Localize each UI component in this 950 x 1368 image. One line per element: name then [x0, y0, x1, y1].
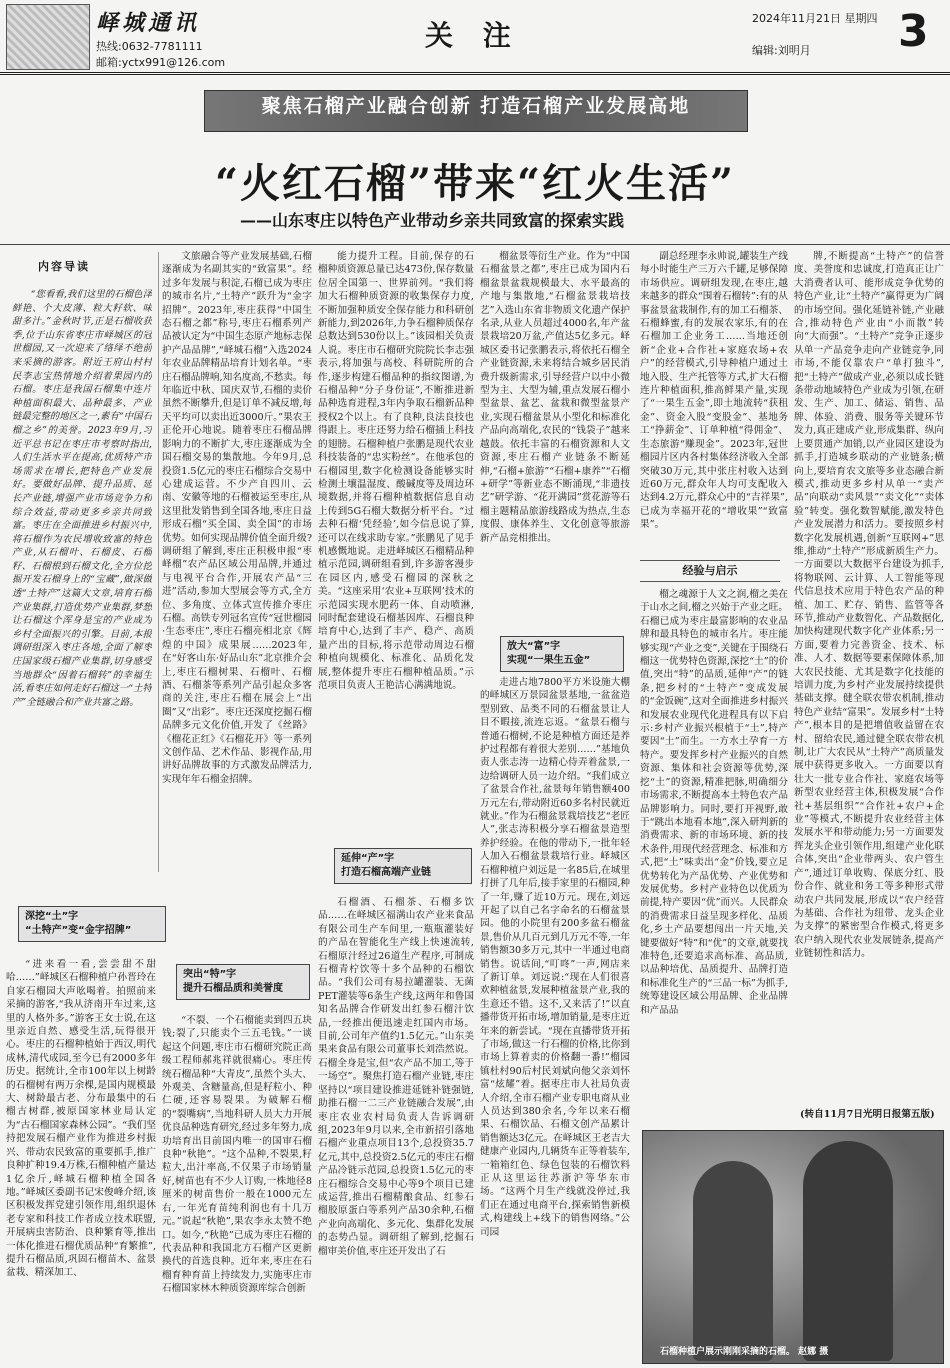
column-1b: “进来看一看,尝尝甜不甜哈……”峄城区石榴种植户孙晋玲在自家石榴园大声吆喝着。拍照前来采摘的游客,“我从济南开车过来,这里的人格外多。”游客王女士说,在这里亲近自然、感受生活,玩得很开心。枣庄的石榴种植始于西汉,明代成林,清代成园,至今已有2000多年历史。据统计,全市100年以上树龄的石榴树有两万余棵,是国内规模最大、树龄最古老、分布最集中的石榴古树群,被原国家林业局认定为“古石榴国家森林公园”。“我们坚持把发展石榴产业作为推进乡村振兴、带动农民致富的重要抓手,推广良种扩种19.4万株,石榴种植产量达1亿余斤,峄城石榴种植全国各地。”峄城区委副书记宋俊峰介绍,该区积极发挥党建引领作用,组织退休老专家和科技工作者成立技术联盟,开展病虫害防治、良种繁育等,推出一体化推进石榴优质品种“育繁推”,提升石榴品质,巩固石榴苗木、盆景盆栽、精深加工、 [6, 959, 156, 1279]
content-guide [8, 252, 159, 872]
issue-date: 2024年11月21日 星期四 [752, 12, 878, 25]
section-box-2: 突出“特”字 提升石榴品质和美誉度 [176, 964, 310, 1000]
page-number: 3 [898, 6, 929, 57]
column-6: 牌,不断提高“土特产”的信誉度、美誉度和忠诚度,打造真正让广大消费者认可、能形成竞争优势的特色产业,让“土特产”赢得更为广阔的市场空间。强化延链补链,产业融合,推动特色产业由“小而散”转向“大而强”。“土特产”竞争正逐步从单一产品竞争走向产业链竞争,同市场,不能仅靠农户“单打独斗”,把“土特产”做成产业,必须以成长链条带动地域特色产业成为引领,在研发、生产、加工、储运、销售、品牌、体验、消费、服务等关键环节发力,真正建成产业,形成集群、纵向上要贯通产加销,以产业园区建设为抓手,打造城乡联动的产业链条;横向上,要培育农文旅等多业态融合新模式,推动更多乡村从单一“卖产品”向联动“卖风景”“卖文化”“卖体验”转变。强化数智赋能,激发特色产业发展潜力和活力。要按照乡村数字化发展机遇,创新“互联网+”思维,推动“土特产”形成新质生产力。一方面要以大数据平台建设为抓手,将物联网、云计算、人工智能等现代信息技术应用于特色农产品的种植、加工、贮存、销售、监管等各环节,推动产业数智化、产品数据化,加快构建现代数字化产业体系;另一方面,要着力完善资金、技术、标准、人才、数据等要素保障体系,加大农民技能、尤其是数字化技能的培训力度,为乡村产业发展持续提供基础支撑。健全联农带农机制,推动特色产业结“富果”。发展乡村“土特产”,根本目的是把增值收益留在农村、留给农民,通过健全联农带农机制,让广大农民从“土特产”高质量发展中获得更多收入。一方面要以育壮大一批专业合作社、家庭农场等新型农业经营主体,积极发展“合作社+基层组织”“合作社+农户+企业”等模式,不断提升农业经营主体发展水平和带动能力;另一方面要发挥龙头企业引领作用,组建产业化联合体,突出“企业带两头、农户管生产”,通过订单收购、保底分红、股份合作、就业和务工等多种形式带动农户共同发展,形成以“农户经营为基础、合作社为纽带、龙头企业为支撑”的紧密型合作模式,将更多农户纳入现代农业发展链条,提高产业链韧性和活力。 [794, 251, 944, 960]
headline: “火红石榴”带来“红火生活” [214, 160, 736, 207]
person-silhouette [693, 1161, 773, 1361]
column-3: 能力提升工程。目前,保存的石榴种质资源总量已达473份,保存数量位居全国第一、世界前列。“我们将加大石榴种质资源的收集保存力度,不断加强种质安全保存能力和科研创新能力,到2026年,力争石榴种质保存总数达到530份以上。”该园相关负责人说。枣庄市石榴研究院院长李志强表示,将加强与高校、科研院所的合作,逐步构建石榴品种的指纹图谱,为石榴品种“分子身份证”,不断推进新品种选育进程,3年内争取石榴新品种授权2个以上。有了良种,良法良技也得跟上。枣庄还努力给石榴插上科技的翅膀。石榴种植户张鹏是现代农业科技装备的“忠实粉丝”。在他承包的石榴园里,数字化检测设备能够实时检测土壤温湿度、酸碱度等及周边环境数据,并将石榴种植数据信息自动上传到5G石榴大数据分析平台。“过去种石榴‘凭经验’,如今信息说了算,还可以在线求助专家。”张鹏见了见手机感慨地说。走进峄城区石榴精品种植示范园,调研组看到,许多游客漫步在园区内,感受石榴园的深秋之美。“这座采用‘农业+互联网’技术的示范园实现水肥药一体、自动喷淋,同时配套建设石榴基因库、石榴良种培育中心,达到了丰产、稳产、高质量产出的目标,将示范带动周边石榴种植向规模化、标准化、品质化发展,整体提升枣庄石榴种植品质。”示范项目负责人王艳洁心满满地说。 [318, 251, 474, 691]
divider [0, 244, 950, 245]
column-5b: 榴之魂源于人文之润,榴之美在于山水之间,榴之兴始于产业之旺。石榴已成为枣庄最富影响的农业品牌和最具特色的城市名片。枣庄能够实现“产业之变”,关键在于围绕石榴这一优势特色资源,深挖“土”的价值,突出“特”的品质,延伸“产”的链条,把乡村的“土特产”变成发展的“金饭碗”,这对全面推进乡村振兴和发展农业现代化进程具有以下启示:乡村产业振兴根植于“土”,特产要因“土”而生。一方水土孕育一方特产。要发挥乡村产业振兴的自然资源、集体和社会资源等优势,深挖“土”的资源,精准把脉,明确细分市场需求,不断提高本土特色农产品品牌影响力。同时,要打开视野,敢于“跳出本地看本地”,深入研判新的消费需求、新的市场环境、新的技术条件,用现代经营理念、标准和方式,把“土”味卖出“金”价钱,要立足优势转化为产品优势、产业优势和发展优势。乡村产业特色以优质为前提,特产要因“优”而兴。人民群众的消费需求日益呈现多样化、品质化,乡土产品要想闯出一片天地,关键要做好“特”和“优”的文章,就要找准特色,还要追求高标准、高品质,以品种培优、品质提升、品牌打造和标准化生产的“三品一标”为抓手,统筹建设区域公用品牌、企业品牌和产品品 [640, 589, 788, 1016]
column-4: 榴盆景等衍生产业。作为“中国石榴盆景之都”,枣庄已成为国内石榴盆景盆栽规模最大、水平最高的产地与集散地,“石榴盆景栽培技艺”入选山东省非物质文化遗产保护名录,从业人员超过4000名,年产盆景栽培20万盆,产值达5亿多元。峄城区委书记张鹏表示,将依托石榴全产业链资源,未来将结合城乡居民消费升级新需求,引导经营户以中小微型为主、大型为辅,重点发展石榴小型盆景、盆艺、盆栽和微型盆景产业,实现石榴盆景从小型化和标准化产品向高端化,农民的“钱袋子”越来越鼓。依托丰富的石榴资源和人文资源,枣庄石榴产业链条不断延伸,“石榴+旅游”“石榴+康养”“石榴+研学”等新业态不断涌现,“非遗技艺”研学游、“花开满园”赏花游等石榴主题精品旅游线路成为热点,生态度假、康体养生、文化创意等旅游新产品竞相推出。 [480, 251, 630, 544]
masthead [0, 0, 950, 75]
guide-text: “您看看,我们这里的石榴色泽鲜艳、个大皮薄、粒大籽软、味甜多汁。”金秋时节,正是石榴收获季,位于山东省枣庄市峄城区的冠世榴园,又一次迎来了络绎不绝前来采摘的游客。附近王府山村村民李志宝热情地介绍着果园内的石榴。枣庄是我国石榴集中连片种植面积最大、品种最多、产业链最完整的地区之一,素有“中国石榴之乡”的美誉。2023年9月,习近平总书记在枣庄市考察时指出,人们生活水平在提高,优质特产市场需求在增长,把特色产业发展好。要做好品牌、提升品质、延长产业链,增强产业市场竞争力和综合效益,带动更多乡亲共同致富。枣庄在全面推进乡村振兴中,将石榴作为农民增收致富的特色产业,从石榴叶、石榴皮、石榴籽、石榴根到石榴文化,全方位挖掘开发石榴身上的“宝藏”,做深做透“土特产”这篇大文章,培育石榴产业集群,打造优势产业集群,梦想让石榴这个浑身是宝的产业成为乡村全面振兴的引擎。目前,本报调研组深入枣庄各地,全面了解枣庄国家级石榴产业集群,切身感受当地群众“因着石榴转”的幸福生活,看枣庄如何走好石榴这一“土特产”全链融合和产业共富之路。 [12, 289, 152, 708]
column-5: 副总经理李永帅说,罐装生产线每小时能生产三万六千罐,足够保障市场供应。调研组发现,在枣庄,越来越多的群众“围着石榴转”:有的从事盆景盆栽制作,有的加工石榴茶、石榴蜂蜜,有的发展农家乐,有的在石榴加工企业务工……当地还创新“企业+合作社+家庭农场+农户”的经营模式,引导种植户通过土地入股、生产托管等方式,扩大石榴连片种植面积,推高鲜果产量,实现了“一果生五金”,即土地流转“获租金”、资金入股“变股金”、基地务工“挣薪金”、订单种植“得佣金”、生态旅游“赚现金”。2023年,冠世榴园片区内各村集体经济收入全部突破30万元,其中张庄村收入达到近60万元,群众年人均可支配收入达到4.2万元,群众心中的“吉祥果”,已成为幸福开花的“增收果”“致富果”。 [640, 251, 788, 531]
section-box-4: 放大“富”字 实现“一果生五金” [500, 636, 624, 672]
photo-caption: 石榴种植户展示刚刚采摘的石榴。 赵娜 摄 [660, 1347, 829, 1357]
column-4b: 走进占地7800平方米设施大棚的峄城区万景园盆景基地,一盆盆造型别致、品类不同的石榴盆景让人目不暇接,流连忘返。“盆景石榴与普通石榴树,不论是种植方面还是养护过程都有着很大差别……”基地负责人张志涛一边精心侍弄着盆景,一边给调研人员一边介绍。“我们成立了盆景合作社,盆景每年销售额400万元左右,带动附近60多名村民就近就业。”作为石榴盆景栽培技艺“老匠人”,张志涛积极分享石榴盆景造型养护经验。在他的带动下,一批年轻人加入石榴盆景栽培行业。峄城区石榴种植户刘远是一名85后,在城里打拼了几年后,接手家里的石榴园,种了一年,赚了近10万元。现在,刘远开起了以自己名字命名的石榴盆景园。他的小院里有200多盆石榴盆景,售价从几百元到几万元不等,一年销售额30多万元,其中一半通过电商销售。说话间,“叮咚”一声,网店来了新订单。刘远说:“现在人们很喜欢种植盆景,发展种植盆景产业,我的生意还不错。这不,又来活了!”以直播带货开拓市场,增加销量,是枣庄近年来的新尝试。“现在直播带货开拓了市场,做这一行石榴的价格,比你到市场上算着卖的价格翻一番!”榴园镇杜村90后村民刘斌向他父亲刘怀富“炫耀”着。据枣庄市人社局负责人介绍,全市石榴产业专职电商从业人员达到380余名,今年以来石榴果、石榴饮品、石榴文创产品累计销售额达3亿元。在峄城区王老吉大健康产业园内,几辆货车正等着装车,一箱箱红色、绿色包装的石榴饮料正从这里运往苏浙沪等华东市场。“这两个月生产线就没停过,我们正在通过电商平台,探索销售新模式,构建线上+线下的销售网络。”公司园 [480, 677, 630, 1238]
newspaper-logo [6, 4, 90, 70]
section-heading-5: 经验与启示 [640, 560, 780, 582]
hotline: 热线:0632-7781111 [96, 40, 203, 53]
column-1: 文旅融合等产业发展基础,石榴逐渐成为名副其实的“致富果”。经过多年发展与积淀,石榴已成为枣庄的城市名片,“土特产”跃升为“金字招牌”。2023年,枣庄获得“中国生态石榴之都”称号,枣庄石榴系列产品被认定为“中国生态原产地标志保护产品品牌”,“峄城石榴”入选2024年农业品牌精品培育计划名单。“枣庄石榴品牌响,知名度高,不愁卖。每年临近中秋、国庆双节,石榴的卖价虽然不断攀升,但是订单不减反增,每天平均可以卖出近3000斤。”果农王正伦开心地说。随着枣庄石榴品牌影响力的不断扩大,枣庄逐渐成为全国石榴交易的集散地。今年9月,总投资1.5亿元的枣庄石榴综合交易中心建成运营。不少产自四川、云南、安徽等地的石榴被运至枣庄,从这里批发销售到全国各地,枣庄日益形成石榴“买全国、卖全国”的市场优势。如何实现品牌价值全面升级?调研组了解到,枣庄正积极申报“枣峄榴”农产品区域公用品牌,并通过与电视平台合作,开展农产品“三进”活动,参加大型展会等方式,全方位、多角度、立体式宣传推介枣庄石榴。高铁专列冠名宣传“冠世榴园·生态枣庄”,枣庄石榴亮相北京《辉煌的中国》成果展……2023年,在“好客山东·好品山东”北京推介会上,枣庄石榴树果、石榴叶、石榴酒、石榴茶等系列产品引起众多客商的关注,枣庄石榴在展会上“出圈”又“出彩”。枣庄还深度挖掘石榴品牌多元文化价值,开发了《丝路》《榴花正红》《石榴花开》等一系列文创作品、艺术作品、影视作品,用讲好品牌故事的方式激发品牌活力,实现年年石榴金招牌。 [162, 251, 312, 785]
farmers-photo [642, 1130, 944, 1364]
topic-banner [204, 90, 748, 132]
subhead: ——山东枣庄以特色产业带动乡亲共同致富的探索实践 [240, 211, 625, 230]
column-3b: 石榴酒、石榴茶、石榴多饮品……在峄城区福满山农产业来食品有限公司生产车间里,一瓶瓶灌装好的产品在智能化生产线上快速流转,石榴原汁经过26道生产程序,可制成石榴青柠饮等十多个品种的石榴饮品。“我们公司有易拉罐灌装、无菌PET灌装等6条生产线,这两年和鲁国知名品牌合作研发出红参石榴汁饮品,一经推出便迅速走红国内市场。目前,公司年产值约1.5亿元。”山东美果来食品有限公司董事长刘浩然说。石榴全身是宝,但“农产品不加工,等于一场空”。聚焦打造石榴产业链,枣庄坚持以“项目建设推进延链补链强链,助推石榴一二三产业链融合发展”,由枣庄农业农村局负责人告诉调研组,2023年9月以来,全市新招引落地石榴产业重点项目13个,总投资35.7亿元,其中,总投资2.5亿元的枣庄石榴产品冷链示范园,总投资1.5亿元的枣庄石榴综合交易中心等9个项目已建成运营,推出石榴精酿食品、红参石榴胶原蛋白等系列产品30余种,石榴产业向高端化、多元化、集群化发展的态势凸显。调研组了解到,挖掘石榴审美价值,枣庄还开发出了石 [318, 897, 474, 1257]
person-silhouette [803, 1141, 893, 1361]
column-2: “不裂、一个石榴能卖到四五块钱;裂了,只能卖个三五毛钱。”一谈起这个问题,枣庄市石榴研究院正高级工程师郝兆祥就很痛心。枣庄传统石榴品种“大青皮”,虽然个头大、外观美、含糖量高,但是籽粒小、种仁硬,还容易裂果。为破解石榴的“裂嘴病”,当地科研人员大力开展优良品种选育研究,经过多年努力,成功培育出目前国内唯一的国审石榴良种“秋艳”。“这个品种,不裂果,籽粒大,出汁率高,不仅果子市场销量好,树苗也有不少人订购,一株地径8厘米的树苗售价一般在1000元左右,一年光育苗纯利润也有十几万元。”说起“秋艳”,果农李永太赞不绝口。如今,“秋艳”已成为枣庄石榴的代表品种和我国北方石榴产区更新换代的首选良种。近年来,枣庄在石榴育种育苗上持续发力,实施枣庄市石榴国家林木种质资源库综合创新 [162, 1015, 312, 1295]
section-box-3: 延伸“产”字 打造石榴高端产业链 [334, 848, 472, 884]
section-box-1: 深挖“土”字 “土特产”变“金字招牌” [18, 906, 166, 942]
banner-text: 聚焦石榴产业融合创新 打造石榴产业发展高地 [261, 95, 691, 117]
guide-title: 内容导读 [38, 260, 90, 273]
email: 邮箱:yctx991@126.com [96, 56, 226, 69]
editor: 编辑:刘明月 [752, 44, 811, 57]
source-note: (转自11月7日光明日报第五版) [800, 1109, 935, 1120]
section-name: 关 注 [425, 19, 521, 52]
paper-name: 峄城通讯 [96, 10, 201, 36]
